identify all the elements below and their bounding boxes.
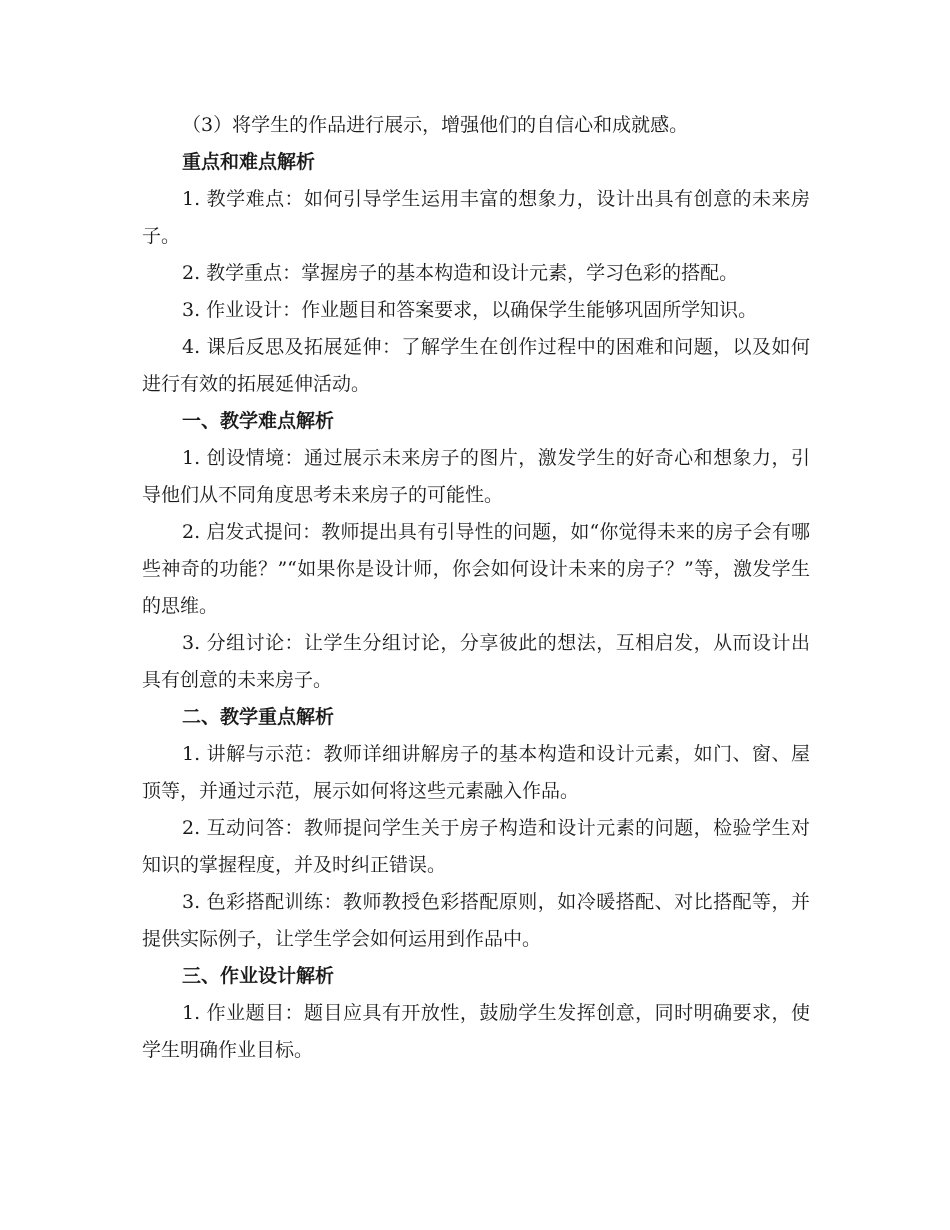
heading-focus-analysis: 二、教学重点解析	[182, 706, 335, 728]
document-body	[142, 107, 810, 1069]
paragraph-homework-design: 3. 作业设计：作业题目和答案要求，以确保学生能够巩固所学知识。	[182, 299, 758, 321]
paragraph-interactive-qa: 2. 互动问答：教师提问学生关于房子构造和设计元素的问题，检验学生对知识的掌握程度，并及时纠正错误。	[142, 817, 810, 876]
heading-difficulty-analysis: 一、教学难点解析	[182, 410, 335, 432]
paragraph-group-discussion: 3. 分组讨论：让学生分组讨论，分享彼此的想法，互相启发，从而设计出具有创意的未来房子。	[142, 632, 810, 691]
paragraph-teaching-difficulty: 1. 教学难点：如何引导学生运用丰富的想象力，设计出具有创意的未来房子。	[142, 188, 810, 247]
paragraph-explain-demonstrate: 1. 讲解与示范：教师详细讲解房子的基本构造和设计元素，如门、窗、屋顶等，并通过示范，展示如何将这些元素融入作品。	[142, 743, 810, 802]
paragraph-heuristic-questions: 2. 启发式提问：教师提出具有引导性的问题，如“你觉得未来的房子会有哪些神奇的功能？”“如果你是设计师，你会如何设计未来的房子？”等，激发学生的思维。	[142, 521, 810, 617]
paragraph-showcase-works: （3）将学生的作品进行展示，增强他们的自信心和成就感。	[182, 114, 689, 136]
paragraph-homework-topic: 1. 作业题目：题目应具有开放性，鼓励学生发挥创意，同时明确要求，使学生明确作业目标。	[142, 1002, 810, 1061]
paragraph-color-training: 3. 色彩搭配训练：教师教授色彩搭配原则，如冷暖搭配、对比搭配等，并提供实际例子，让学生学会如何运用到作品中。	[142, 891, 810, 950]
paragraph-reflection-extension: 4. 课后反思及拓展延伸：了解学生在创作过程中的困难和问题，以及如何进行有效的拓展延伸活动。	[142, 336, 810, 395]
heading-homework-analysis: 三、作业设计解析	[182, 965, 335, 987]
paragraph-teaching-focus: 2. 教学重点：掌握房子的基本构造和设计元素，学习色彩的搭配。	[182, 262, 739, 284]
paragraph-create-situation: 1. 创设情境：通过展示未来房子的图片，激发学生的好奇心和想象力，引导他们从不同角度思考未来房子的可能性。	[142, 447, 810, 506]
heading-key-and-difficult-points: 重点和难点解析	[182, 151, 316, 173]
